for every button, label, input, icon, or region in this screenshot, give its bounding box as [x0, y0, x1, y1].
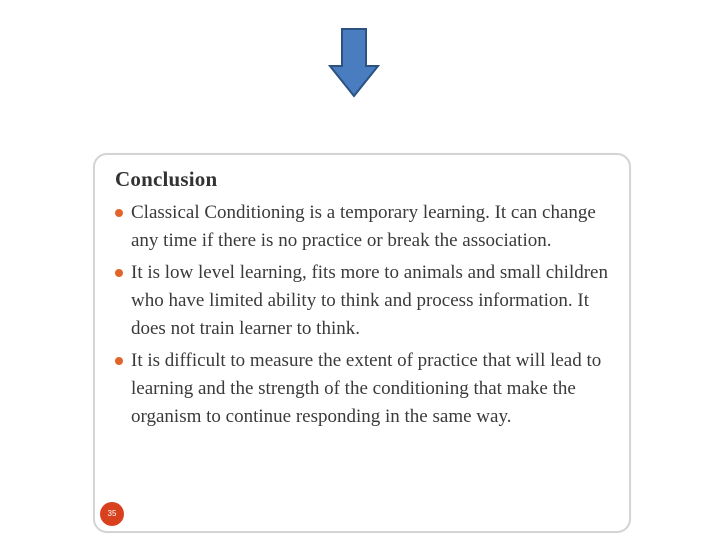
- bullet-dot-icon: [115, 357, 123, 365]
- bullet-item: [113, 259, 618, 343]
- bullet-dot-icon: [115, 209, 123, 217]
- slide-heading: Conclusion: [115, 167, 218, 191]
- bullet-list: [113, 199, 618, 435]
- bullet-text: Classical Conditioning is a temporary learning. It can change any time if there is no practice or break the association.: [131, 202, 596, 251]
- bullet-text: It is difficult to measure the extent of practice that will lead to learning and the strength of the conditioning that make the organism to continue responding in the same way.: [131, 350, 602, 427]
- page-number-badge: 35: [100, 502, 124, 526]
- bullet-item: [113, 347, 618, 431]
- bullet-dot-icon: [115, 269, 123, 277]
- down-arrow-icon: [328, 28, 380, 98]
- bullet-item: [113, 199, 618, 255]
- slide-card: [93, 153, 631, 533]
- bullet-text: It is low level learning, fits more to animals and small children who have limited ability to think and process information. It does not train learner to think.: [131, 262, 608, 339]
- down-arrow-graphic: [328, 28, 380, 98]
